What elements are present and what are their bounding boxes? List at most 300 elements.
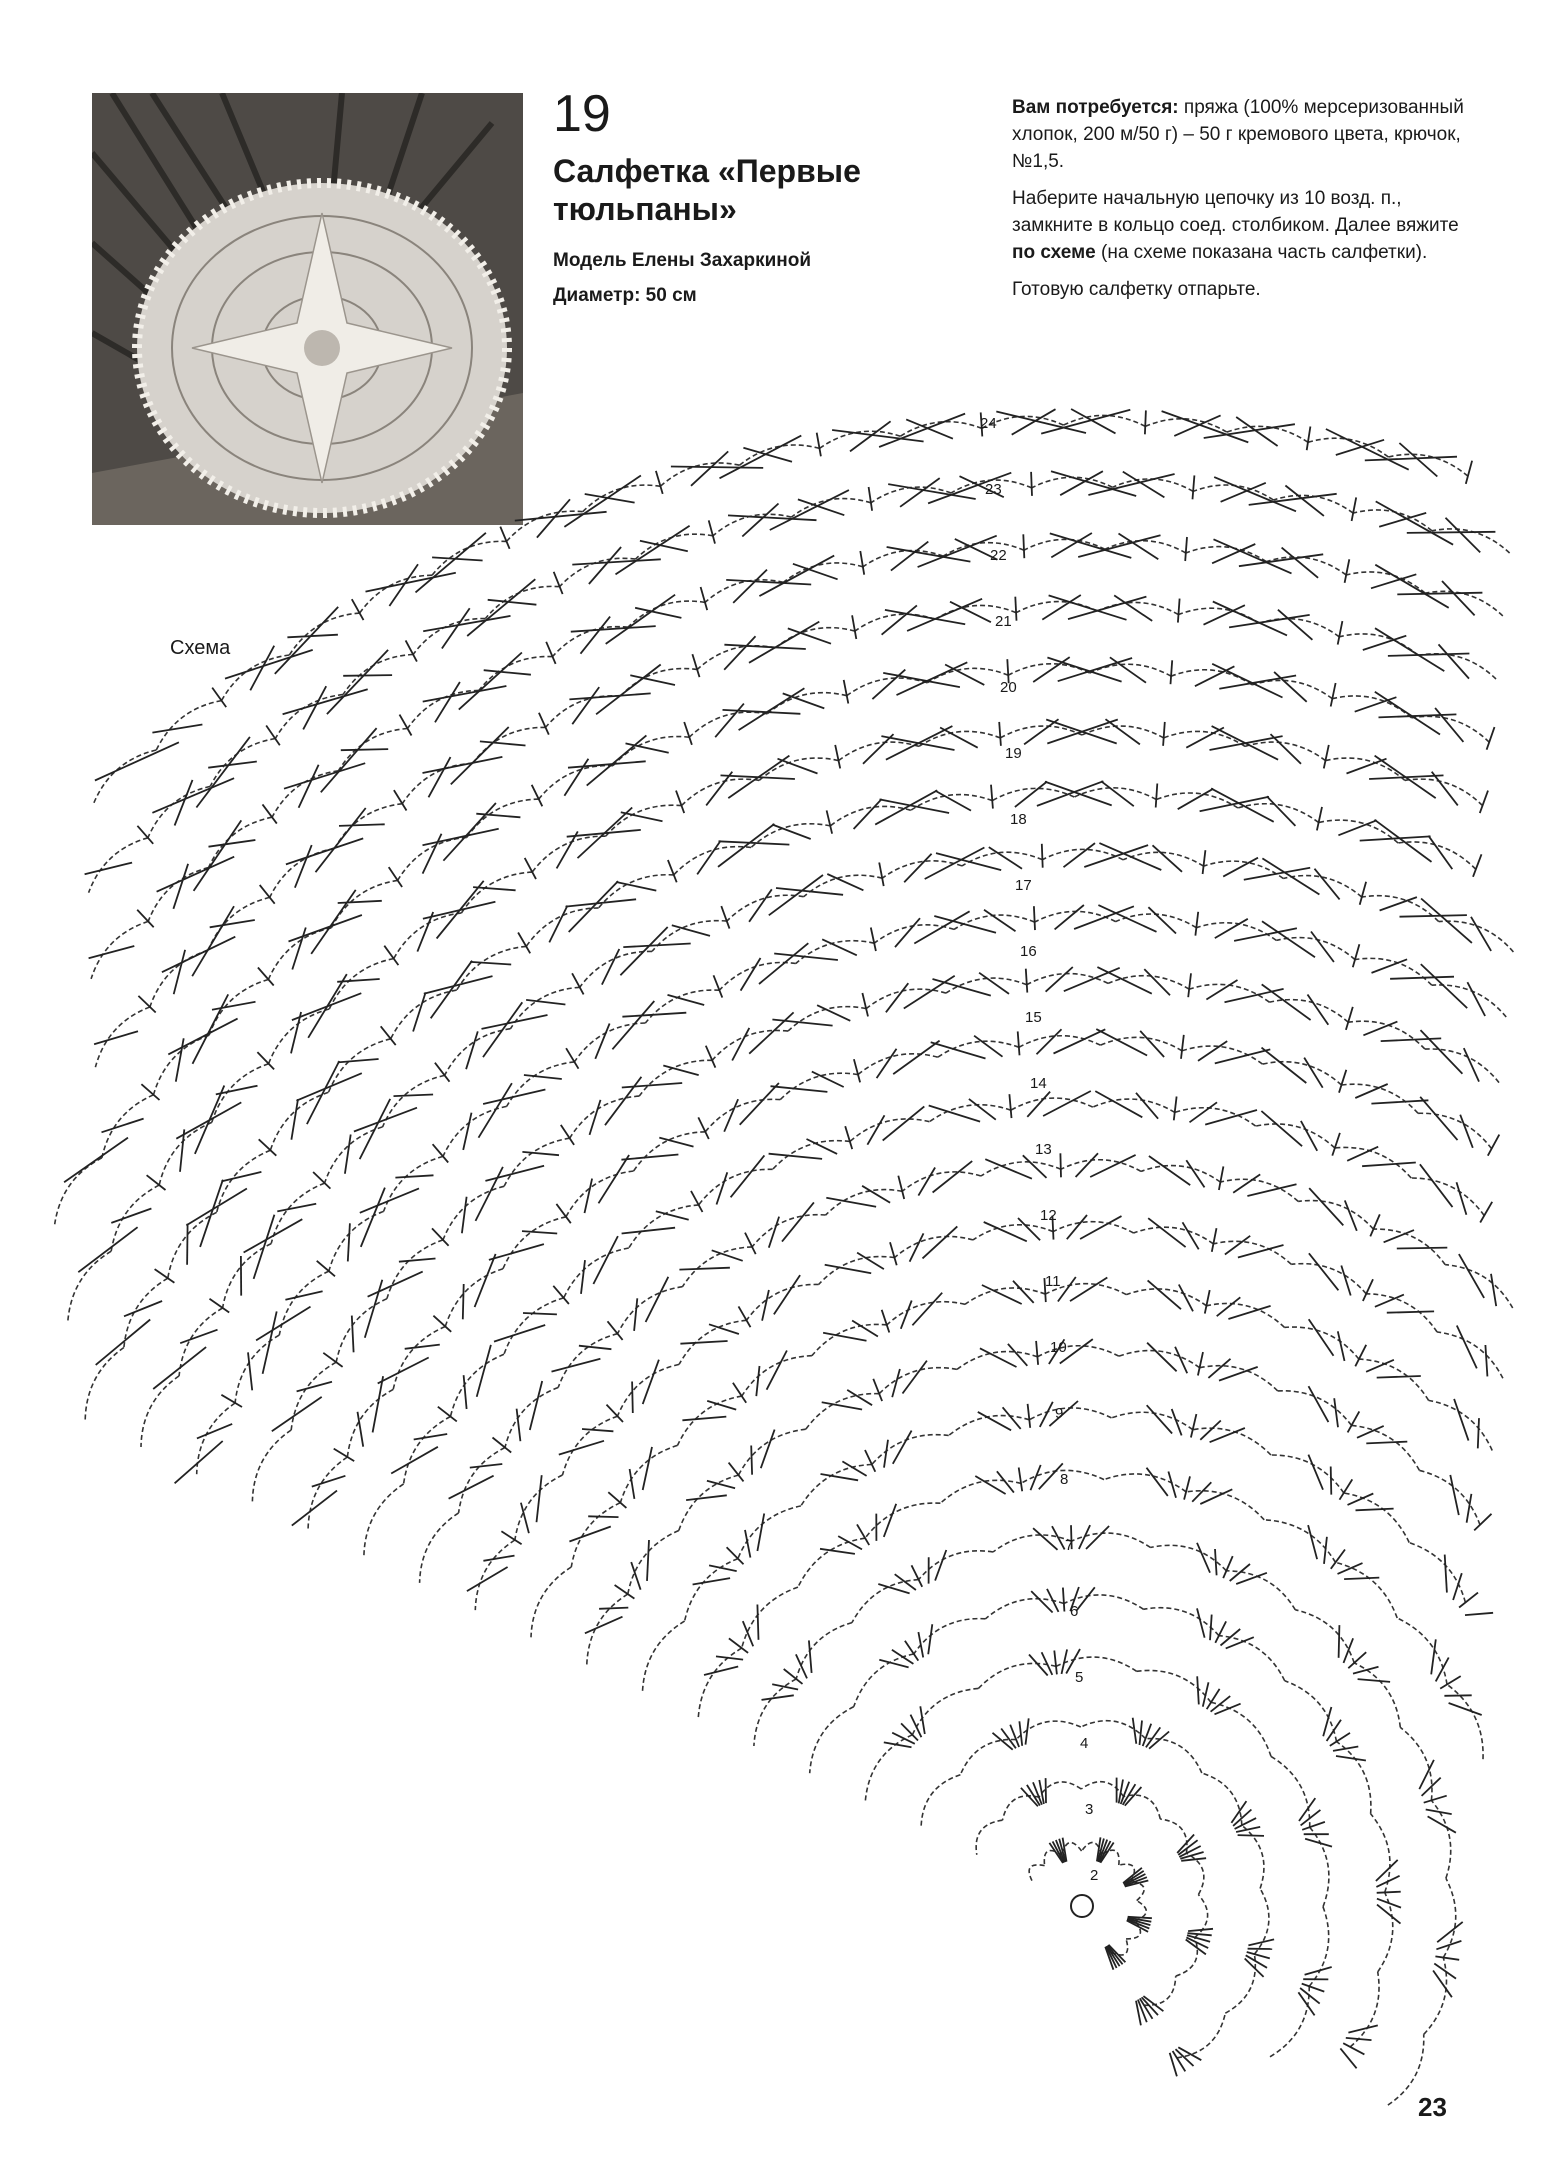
chain-arc — [55, 1158, 102, 1224]
stitch-mark — [891, 542, 928, 571]
stitch-mark — [1225, 1236, 1250, 1255]
row-number-label: 2 — [1090, 1867, 1099, 1884]
stitch-mark — [442, 608, 470, 648]
chain-arc — [570, 1096, 640, 1138]
stitch-mark — [1375, 565, 1448, 608]
stitch-mark — [776, 888, 843, 895]
stitch-mark — [623, 944, 690, 948]
stitch-mark — [680, 1341, 727, 1344]
stitch-mark — [572, 687, 599, 724]
chain-arc — [1285, 1327, 1359, 1359]
row-number-label: 14 — [1030, 1075, 1047, 1092]
chain-arc — [1027, 974, 1108, 985]
chain-arc — [1193, 1428, 1271, 1455]
row-number-label: 13 — [1035, 1141, 1052, 1158]
chain-arc — [812, 1324, 887, 1355]
stitch-mark — [1338, 621, 1343, 645]
stitch-mark — [1375, 820, 1432, 862]
stitch-mark — [1352, 497, 1357, 521]
stitch-mark — [1215, 1049, 1271, 1063]
chain-arc — [902, 1172, 981, 1191]
stitch-mark — [1236, 1827, 1260, 1832]
row-number-label: 12 — [1040, 1207, 1057, 1224]
stitch-mark — [1380, 897, 1417, 910]
stitch-mark — [1327, 1720, 1341, 1741]
chain-arc — [1332, 696, 1411, 718]
chain-arc — [634, 1132, 706, 1171]
stitch-mark — [860, 551, 864, 575]
stitch-mark — [493, 1438, 512, 1453]
chain-arc — [1220, 1179, 1298, 1201]
chain-arc — [270, 849, 335, 898]
stitch-mark — [1449, 1703, 1482, 1715]
stitch-mark — [733, 570, 767, 603]
stitch-mark — [451, 727, 509, 784]
chain-arc — [208, 897, 270, 950]
stitch-mark — [500, 527, 509, 549]
stitch-mark — [910, 1233, 924, 1261]
stitch-mark — [1188, 1933, 1212, 1935]
stitch-mark — [1466, 461, 1472, 484]
stitch-mark — [341, 749, 388, 750]
stitch-mark — [275, 607, 338, 674]
stitch-mark — [1345, 559, 1350, 583]
stitch-mark — [929, 1106, 980, 1122]
stitch-mark — [691, 451, 728, 485]
stitch-mark — [759, 556, 834, 597]
chain-arc — [938, 1041, 1019, 1057]
stitch-mark — [854, 799, 882, 829]
stitch-mark — [1346, 2038, 1372, 2040]
stitch-mark — [857, 1253, 884, 1270]
stitch-mark — [1099, 843, 1161, 870]
stitch-mark — [1471, 917, 1491, 951]
stitch-mark — [1326, 429, 1409, 470]
stitch-mark — [1305, 1967, 1332, 1975]
stitch-mark — [470, 962, 511, 965]
stitch-mark — [1019, 1721, 1022, 1746]
stitch-mark — [1064, 968, 1120, 991]
row-number-label: 23 — [985, 481, 1002, 498]
stitch-mark — [1261, 1111, 1302, 1146]
stitch-mark — [1307, 427, 1311, 451]
stitch-mark — [975, 1476, 1005, 1494]
stitch-mark — [522, 1152, 559, 1155]
chain-arc — [347, 1389, 393, 1457]
stitch-mark — [94, 1031, 138, 1044]
stitch-mark — [289, 915, 362, 942]
chain-arc — [599, 875, 674, 908]
chain-arc — [68, 1251, 111, 1320]
step1-text-bold: по схеме — [1012, 241, 1096, 263]
row-number-label: 17 — [1015, 877, 1032, 894]
stitch-mark — [480, 741, 526, 745]
chain-arc — [783, 563, 863, 582]
chain-arc — [1350, 1972, 1379, 2047]
stitch-mark — [476, 1167, 503, 1221]
stitch-mark — [1262, 921, 1315, 957]
stitch-mark — [1036, 1341, 1038, 1365]
stitch-mark — [671, 467, 763, 468]
chain-arc — [1219, 1636, 1285, 1681]
stitch-mark — [898, 1176, 904, 1199]
chain-arc — [558, 1334, 617, 1388]
chain-arc — [1061, 1160, 1141, 1172]
stitch-mark — [1450, 1475, 1459, 1515]
stitch-mark — [1076, 1587, 1095, 1611]
stitch-mark — [537, 1475, 542, 1522]
stitch-mark — [1080, 1216, 1121, 1239]
stitch-mark — [714, 975, 723, 997]
stitch-mark — [260, 885, 275, 904]
chain-arc — [973, 1225, 1053, 1240]
stitch-mark — [726, 580, 811, 585]
stitch-mark — [883, 1106, 925, 1140]
row-number-label: 24 — [980, 415, 997, 432]
stitch-mark — [1203, 850, 1206, 874]
stitch-mark — [1444, 1695, 1471, 1696]
stitch-mark — [1009, 1094, 1011, 1118]
stitch-mark — [1345, 1200, 1357, 1230]
stitch-mark — [1181, 1035, 1184, 1059]
chain-arc — [976, 1820, 1002, 1855]
stitch-mark — [1071, 409, 1115, 433]
stitch-mark — [559, 1441, 604, 1455]
chain-arc — [850, 1119, 930, 1142]
chain-arc — [571, 1503, 620, 1567]
chart-arcs — [55, 415, 1514, 2105]
stitch-mark — [210, 920, 255, 927]
stitch-mark — [1213, 602, 1287, 636]
stitch-mark — [1060, 1153, 1061, 1177]
chain-arc — [1160, 1819, 1187, 1853]
stitch-mark — [1054, 1651, 1057, 1675]
stitch-mark — [707, 1401, 736, 1410]
stitch-mark — [1338, 820, 1376, 835]
stitch-mark — [1037, 781, 1104, 806]
stitch-mark — [928, 1624, 932, 1654]
stitch-mark — [757, 1605, 758, 1640]
stitch-mark — [194, 820, 242, 891]
stitch-mark — [724, 1099, 738, 1132]
stitch-mark — [630, 1469, 635, 1499]
stitch-mark — [1437, 1922, 1463, 1942]
stitch-mark — [64, 1138, 128, 1183]
chain-arc — [1373, 1229, 1445, 1265]
chain-arc — [505, 1388, 558, 1448]
stitch-mark — [1341, 1266, 1350, 1296]
chain-arc — [1112, 1412, 1193, 1429]
stitch-mark — [1190, 1102, 1218, 1122]
stitch-mark — [1197, 1676, 1199, 1704]
stitch-mark — [1445, 1555, 1447, 1593]
stitch-mark — [1096, 1029, 1147, 1055]
stitch-mark — [1459, 1593, 1478, 1608]
stitch-mark — [153, 1347, 206, 1389]
stitch-mark — [1366, 1442, 1407, 1444]
stitch-mark — [1330, 1733, 1350, 1746]
stitch-mark — [1046, 967, 1073, 992]
chain-arc — [866, 989, 946, 1008]
stitch-mark — [1356, 1509, 1394, 1511]
chain-arc — [629, 1205, 699, 1248]
stitch-mark — [621, 812, 663, 821]
chain-arc — [308, 1457, 347, 1529]
chain-arc — [445, 1269, 503, 1327]
stitch-mark — [85, 863, 133, 875]
stitch-mark — [1205, 1290, 1210, 1314]
stitch-mark — [643, 1360, 659, 1404]
stitch-mark — [596, 665, 661, 715]
stitch-mark — [892, 1650, 914, 1664]
chain-arc — [1029, 1865, 1044, 1882]
chain-arc — [1337, 1742, 1371, 1814]
stitch-mark — [1145, 410, 1146, 434]
chain-arc — [1245, 742, 1326, 761]
stitch-mark — [272, 1397, 322, 1431]
stitch-mark — [1487, 727, 1495, 750]
stitch-mark — [157, 857, 235, 892]
stitch-mark — [1478, 1418, 1479, 1448]
stitch-mark — [1340, 2048, 1356, 2068]
stitch-mark — [399, 1259, 436, 1262]
stitch-mark — [1324, 1537, 1327, 1564]
stitch-mark — [1467, 1494, 1472, 1523]
stitch-mark — [180, 1330, 217, 1344]
stitch-mark — [1334, 1398, 1338, 1427]
chain-arc — [279, 1271, 329, 1335]
stitch-mark — [413, 992, 426, 1031]
stitch-mark — [1049, 1401, 1078, 1426]
stitch-mark — [1485, 1345, 1487, 1376]
stitch-mark — [1186, 728, 1224, 748]
stitch-mark — [1421, 1030, 1463, 1074]
stitch-mark — [1375, 692, 1440, 735]
stitch-mark — [974, 1036, 1002, 1057]
chain-arc — [387, 1240, 443, 1299]
stitch-mark — [622, 1083, 682, 1088]
stitch-mark — [244, 1219, 303, 1252]
stitch-mark — [381, 1026, 396, 1045]
materials-label: Вам потребуется: — [1012, 97, 1179, 118]
chain-arc — [1226, 1571, 1295, 1610]
stitch-mark — [621, 1155, 678, 1160]
stitch-mark — [569, 693, 650, 699]
stitch-mark — [568, 761, 646, 767]
chain-arc — [235, 1335, 279, 1403]
stitch-mark — [892, 1369, 900, 1397]
stitch-mark — [1381, 1038, 1442, 1041]
chain-arc — [291, 1362, 336, 1430]
stitch-mark — [979, 973, 1009, 994]
chain-arc — [1097, 602, 1178, 614]
stitch-mark — [1064, 843, 1096, 867]
stitch-mark — [756, 1366, 759, 1396]
chain-arc — [1412, 716, 1490, 742]
stitch-mark — [312, 1476, 346, 1487]
chain-arc — [504, 1298, 564, 1354]
stitch-mark — [782, 1202, 814, 1241]
chain-arc — [336, 1299, 387, 1363]
stitch-mark — [679, 1268, 730, 1270]
stitch-mark — [622, 1013, 686, 1017]
pattern-number: 19 — [553, 85, 611, 143]
chain-arc — [1409, 1543, 1465, 1603]
chain-arc — [699, 1169, 773, 1205]
stitch-mark — [1302, 1984, 1325, 1992]
chain-arc — [912, 1688, 978, 1734]
stitch-mark — [933, 1161, 973, 1192]
stitch-mark — [871, 928, 876, 952]
stitch-mark — [483, 1002, 522, 1057]
stitch-mark — [1219, 1166, 1224, 1190]
stitch-mark — [693, 1578, 731, 1584]
stitch-mark — [1195, 666, 1235, 686]
stitch-mark — [663, 1066, 698, 1076]
stitch-mark — [1003, 1407, 1021, 1429]
chain-arc — [141, 1376, 179, 1447]
stitch-mark — [686, 1495, 727, 1500]
chain-arc — [325, 1127, 383, 1183]
stitch-mark — [882, 1310, 890, 1333]
stitch-mark — [437, 881, 484, 939]
stitch-mark — [197, 1424, 232, 1439]
chain-arc — [689, 712, 767, 737]
stitch-mark — [817, 433, 821, 457]
stitch-mark — [602, 949, 619, 985]
stitch-mark — [1156, 784, 1158, 808]
stitch-mark — [991, 785, 993, 809]
stitch-mark — [717, 1172, 728, 1204]
stitch-mark — [1198, 1352, 1203, 1375]
stitch-mark — [378, 1358, 429, 1384]
stitch-mark — [1371, 1100, 1428, 1103]
stitch-mark — [709, 520, 715, 543]
stitch-mark — [835, 745, 840, 769]
stitch-mark — [462, 1197, 467, 1234]
stitch-mark — [1147, 1468, 1168, 1496]
stitch-mark — [774, 1275, 800, 1314]
stitch-mark — [1309, 1253, 1339, 1290]
stitch-mark — [632, 1382, 633, 1414]
stitch-mark — [467, 579, 535, 636]
stitch-mark — [1397, 593, 1482, 595]
stitch-mark — [1309, 1319, 1334, 1356]
stitch-mark — [1491, 1274, 1496, 1306]
stitch-mark — [761, 1430, 775, 1469]
stitch-mark — [1442, 581, 1475, 615]
stitch-mark — [668, 860, 677, 882]
stitch-mark — [852, 615, 856, 639]
stitch-mark — [208, 762, 257, 768]
stitch-mark — [595, 1024, 609, 1059]
stitch-mark — [1015, 597, 1016, 621]
stitch-mark — [569, 881, 618, 932]
stitch-mark — [585, 494, 635, 503]
stitch-mark — [1019, 1468, 1023, 1492]
stitch-mark — [1424, 1796, 1447, 1803]
stitch-mark — [1339, 1625, 1340, 1658]
chain-arc — [1176, 1938, 1198, 1977]
chain-arc — [102, 1095, 154, 1158]
stitch-mark — [587, 735, 647, 785]
stitch-mark — [1206, 980, 1237, 1000]
stitch-mark — [1058, 1277, 1076, 1302]
pattern-diameter: Диаметр: 50 см — [553, 285, 697, 306]
stitch-mark — [759, 943, 808, 984]
stitch-mark — [1045, 782, 1112, 806]
stitch-mark — [554, 572, 563, 594]
chain-arc — [209, 980, 268, 1036]
stitch-mark — [1191, 1414, 1197, 1437]
stitch-mark — [1225, 989, 1284, 1002]
stitch-mark — [1324, 745, 1329, 769]
stitch-mark — [343, 675, 392, 676]
stitch-mark — [895, 1574, 916, 1590]
stitch-mark — [186, 1189, 247, 1226]
stitch-mark — [605, 1077, 641, 1125]
stitch-mark — [608, 1321, 623, 1340]
stitch-mark — [1195, 912, 1198, 936]
stitch-mark — [720, 436, 802, 479]
stitch-mark — [1339, 1070, 1346, 1093]
stitch-mark — [1309, 1386, 1329, 1422]
stitch-mark — [826, 1198, 876, 1207]
stitch-mark — [862, 993, 868, 1016]
stitch-mark — [1028, 1404, 1031, 1428]
stitch-mark — [338, 1059, 379, 1062]
stitch-mark — [1372, 959, 1408, 973]
stitch-mark — [1060, 471, 1103, 495]
chain-arc — [1141, 1166, 1220, 1183]
chain-arc — [1309, 1907, 1328, 1987]
stitch-mark — [751, 1446, 752, 1475]
row-number-label: 10 — [1050, 1339, 1067, 1356]
chain-arc — [863, 551, 943, 567]
stitch-mark — [1446, 518, 1481, 553]
stitch-mark — [552, 1359, 601, 1372]
chain-arc — [1273, 495, 1353, 513]
stitch-mark — [982, 1285, 1022, 1304]
stitch-mark — [296, 1073, 361, 1101]
chain-arc — [1298, 1201, 1373, 1230]
stitch-mark — [698, 1117, 709, 1139]
stitch-mark — [1379, 714, 1457, 717]
stitch-mark — [571, 626, 656, 632]
stitch-mark — [1188, 973, 1191, 997]
row-number-label: 5 — [1075, 1669, 1084, 1686]
chain-arc — [854, 1654, 914, 1707]
chain-arc — [957, 1352, 1038, 1370]
chain-arc — [1101, 1037, 1183, 1050]
stitch-mark — [996, 412, 1086, 434]
stitch-mark — [1454, 1399, 1468, 1441]
stitch-mark — [1309, 1188, 1343, 1225]
stitch-mark — [483, 1556, 514, 1561]
chain-arc — [511, 987, 580, 1028]
stitch-mark — [923, 1226, 958, 1258]
chain-arc — [154, 1035, 210, 1095]
stitch-mark — [718, 824, 774, 867]
stitch-mark — [706, 772, 732, 806]
stitch-mark — [1219, 1367, 1258, 1381]
stitch-mark — [1070, 1278, 1107, 1302]
stitch-mark — [676, 791, 684, 814]
chain-arc — [742, 1356, 812, 1396]
stitch-mark — [297, 1382, 332, 1392]
stitch-mark — [523, 1313, 557, 1314]
stitch-mark — [1426, 1810, 1452, 1815]
